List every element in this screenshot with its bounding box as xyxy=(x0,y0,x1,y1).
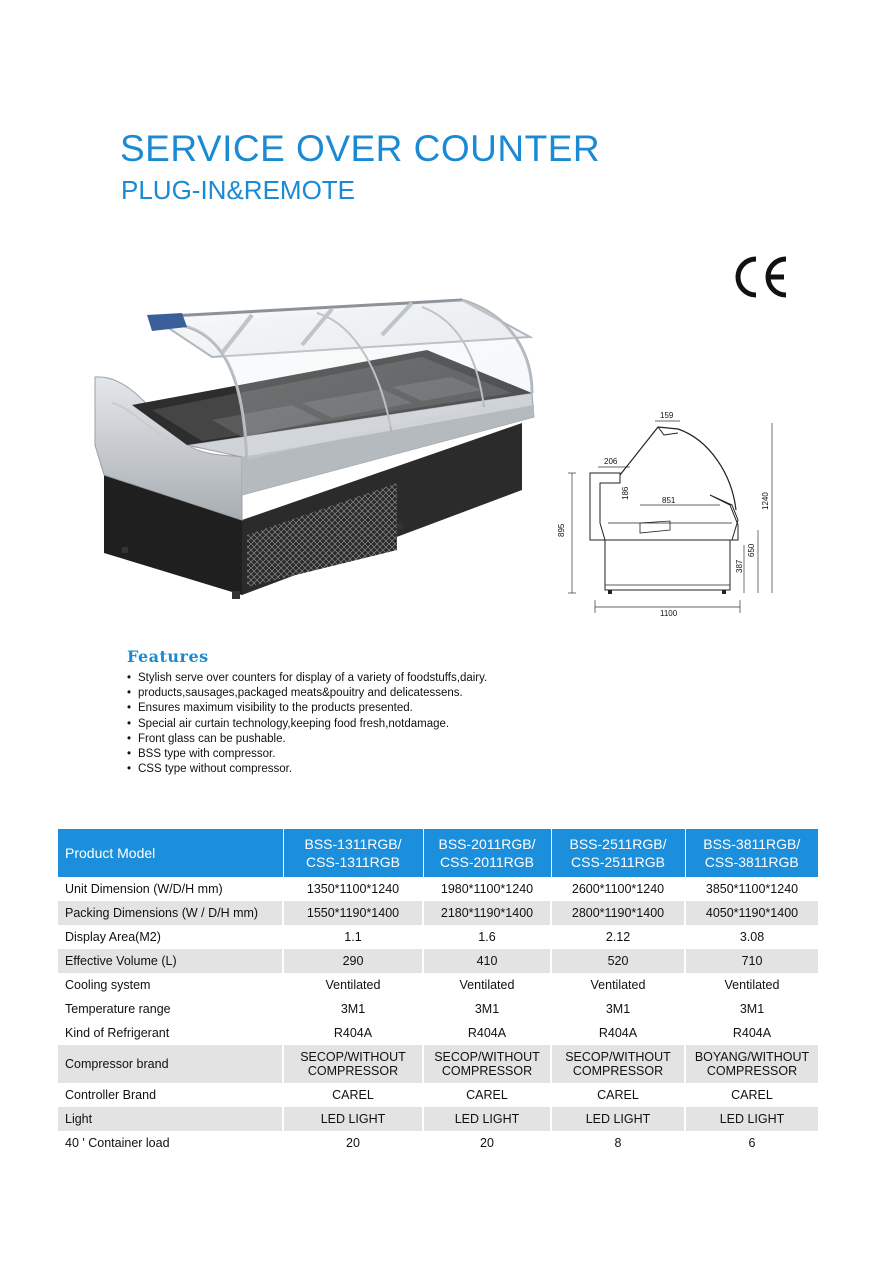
list-item: • Stylish serve over counters for display of a variety of foodstuffs,dairy. xyxy=(127,672,488,684)
spec-table xyxy=(58,829,818,1155)
header-model: BSS-2511RGB/ CSS-2511RGB xyxy=(551,829,685,877)
header-product-model: Product Model xyxy=(58,829,283,877)
table-header-row xyxy=(58,829,818,877)
dim-851: 851 xyxy=(662,496,676,505)
page-subtitle: PLUG-IN&REMOTE xyxy=(121,175,356,205)
dim-650: 650 xyxy=(747,543,756,557)
table-row: Controller Brand CAREL CAREL CAREL CAREL xyxy=(58,1083,818,1107)
list-item: • products,sausages,packaged meats&pouitry and delicatessens. xyxy=(127,687,463,700)
dim-159: 159 xyxy=(660,411,674,420)
page-title: SERVICE OVER COUNTER xyxy=(120,128,601,169)
table-row: Compressor brand SECOP/WITHOUT COMPRESSOR SECOP/WITHOUT COMPRESSOR SECOP/WITHOUT COMPRESSOR BOYANG/WITHOUT COMPRESSOR xyxy=(58,1045,818,1083)
features-heading: Features xyxy=(127,647,209,666)
dim-1240: 1240 xyxy=(761,492,770,510)
header-model: BSS-3811RGB/ CSS-3811RGB xyxy=(685,829,818,877)
dim-1100: 1100 xyxy=(660,609,678,618)
list-item: • Special air curtain technology,keeping food fresh,notdamage. xyxy=(127,717,450,730)
header-model: BSS-2011RGB/ CSS-2011RGB xyxy=(423,829,551,877)
list-item: • Front glass can be pushable. xyxy=(127,732,286,745)
table-row: Light LED LIGHT LED LIGHT LED LIGHT LED LIGHT xyxy=(58,1107,818,1131)
list-item: • CSS type without compressor. xyxy=(127,763,293,776)
table-row: Temperature range 3M1 3M1 3M1 3M1 xyxy=(58,997,818,1021)
side-section-drawing xyxy=(557,405,780,620)
table-row: Effective Volume (L) 290 410 520 710 xyxy=(58,949,818,973)
list-item: • Ensures maximum visibility to the products presented. xyxy=(127,702,413,715)
dim-206: 206 xyxy=(604,457,618,466)
ce-mark-icon xyxy=(734,255,790,299)
dim-186: 186 xyxy=(621,486,630,500)
header-model: BSS-1311RGB/ CSS-1311RGB xyxy=(283,829,423,877)
table-row: Unit Dimension (W/D/H mm) 1350*1100*1240 1980*1100*1240 2600*1100*1240 3850*1100*1240 xyxy=(58,877,818,901)
product-image xyxy=(92,295,542,607)
table-row: Display Area(M2) 1.1 1.6 2.12 3.08 xyxy=(58,925,818,949)
table-row: Packing Dimensions (W / D/H mm) 1550*1190*1400 2180*1190*1400 2800*1190*1400 4050*1190*1400 xyxy=(58,901,818,925)
table-row: Cooling system Ventilated Ventilated Ventilated Ventilated xyxy=(58,973,818,997)
list-item: • BSS type with compressor. xyxy=(127,748,276,761)
features-list xyxy=(127,671,487,777)
dim-895: 895 xyxy=(557,523,566,537)
table-row: 40 ' Container load 20 20 8 6 xyxy=(58,1131,818,1155)
table-row: Kind of Refrigerant R404A R404A R404A R404A xyxy=(58,1021,818,1045)
dim-387: 387 xyxy=(735,559,744,573)
